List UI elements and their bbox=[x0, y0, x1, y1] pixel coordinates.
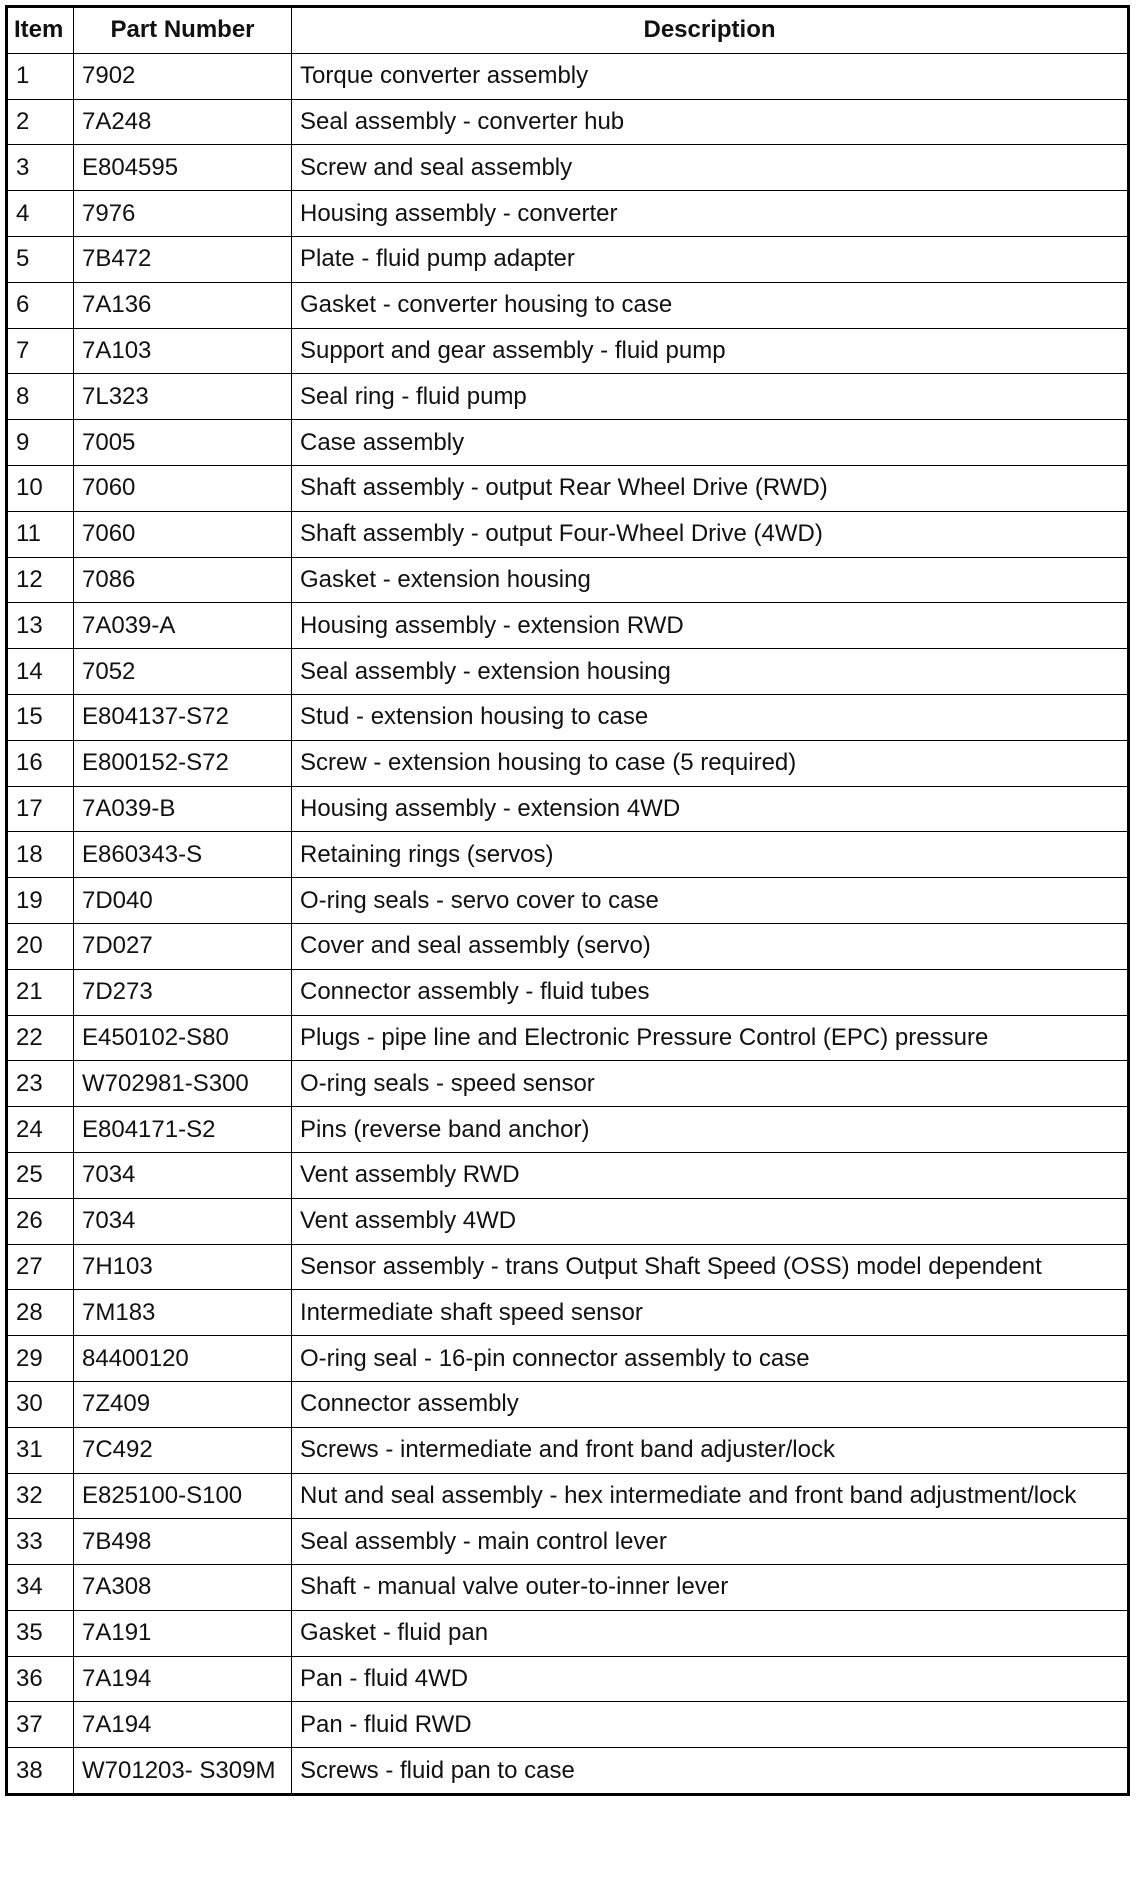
cell-part-number: 84400120 bbox=[74, 1336, 292, 1382]
cell-description: Support and gear assembly - fluid pump bbox=[292, 328, 1129, 374]
cell-description: Plate - fluid pump adapter bbox=[292, 236, 1129, 282]
cell-part-number: 7D040 bbox=[74, 878, 292, 924]
cell-description: Seal assembly - main control lever bbox=[292, 1519, 1129, 1565]
table-row bbox=[7, 740, 1129, 786]
cell-item: 9 bbox=[7, 420, 74, 466]
cell-description: Seal assembly - converter hub bbox=[292, 99, 1129, 145]
cell-item: 6 bbox=[7, 282, 74, 328]
header-part-number: Part Number bbox=[74, 7, 292, 54]
cell-part-number: 7B498 bbox=[74, 1519, 292, 1565]
cell-description: Pins (reverse band anchor) bbox=[292, 1107, 1129, 1153]
cell-part-number: W702981-S300 bbox=[74, 1061, 292, 1107]
cell-item: 22 bbox=[7, 1015, 74, 1061]
cell-item: 33 bbox=[7, 1519, 74, 1565]
cell-item: 27 bbox=[7, 1244, 74, 1290]
cell-description: Housing assembly - extension 4WD bbox=[292, 786, 1129, 832]
cell-item: 23 bbox=[7, 1061, 74, 1107]
table-row bbox=[7, 603, 1129, 649]
cell-item: 36 bbox=[7, 1656, 74, 1702]
cell-description: Shaft assembly - output Four-Wheel Drive (4WD) bbox=[292, 511, 1129, 557]
cell-part-number: 7A194 bbox=[74, 1656, 292, 1702]
table-row bbox=[7, 649, 1129, 695]
table-row bbox=[7, 878, 1129, 924]
table-row bbox=[7, 1610, 1129, 1656]
cell-description: Pan - fluid 4WD bbox=[292, 1656, 1129, 1702]
cell-item: 34 bbox=[7, 1565, 74, 1611]
cell-item: 19 bbox=[7, 878, 74, 924]
table-row bbox=[7, 694, 1129, 740]
cell-item: 24 bbox=[7, 1107, 74, 1153]
cell-item: 13 bbox=[7, 603, 74, 649]
table-row bbox=[7, 465, 1129, 511]
cell-part-number: 7Z409 bbox=[74, 1381, 292, 1427]
cell-description: Sensor assembly - trans Output Shaft Speed (OSS) model dependent bbox=[292, 1244, 1129, 1290]
cell-part-number: 7A248 bbox=[74, 99, 292, 145]
cell-item: 29 bbox=[7, 1336, 74, 1382]
cell-description: Connector assembly bbox=[292, 1381, 1129, 1427]
cell-part-number: 7034 bbox=[74, 1152, 292, 1198]
table-row bbox=[7, 1152, 1129, 1198]
table-body bbox=[7, 53, 1129, 1794]
cell-item: 28 bbox=[7, 1290, 74, 1336]
parts-table bbox=[5, 5, 1130, 1796]
table-row bbox=[7, 557, 1129, 603]
cell-description: Stud - extension housing to case bbox=[292, 694, 1129, 740]
cell-part-number: 7D027 bbox=[74, 923, 292, 969]
cell-description: Case assembly bbox=[292, 420, 1129, 466]
cell-description: Retaining rings (servos) bbox=[292, 832, 1129, 878]
cell-description: Seal assembly - extension housing bbox=[292, 649, 1129, 695]
cell-part-number: 7060 bbox=[74, 511, 292, 557]
cell-item: 18 bbox=[7, 832, 74, 878]
cell-item: 31 bbox=[7, 1427, 74, 1473]
table-row bbox=[7, 1519, 1129, 1565]
table-row bbox=[7, 1244, 1129, 1290]
cell-part-number: 7C492 bbox=[74, 1427, 292, 1473]
cell-description: O-ring seals - servo cover to case bbox=[292, 878, 1129, 924]
cell-part-number: 7A039-A bbox=[74, 603, 292, 649]
table-row bbox=[7, 282, 1129, 328]
cell-description: Gasket - extension housing bbox=[292, 557, 1129, 603]
cell-part-number: 7902 bbox=[74, 53, 292, 99]
cell-item: 5 bbox=[7, 236, 74, 282]
table-header-row bbox=[7, 7, 1129, 54]
cell-description: Shaft - manual valve outer-to-inner lever bbox=[292, 1565, 1129, 1611]
cell-part-number: 7A136 bbox=[74, 282, 292, 328]
cell-item: 11 bbox=[7, 511, 74, 557]
cell-part-number: 7A103 bbox=[74, 328, 292, 374]
cell-item: 2 bbox=[7, 99, 74, 145]
cell-description: Screws - intermediate and front band adjuster/lock bbox=[292, 1427, 1129, 1473]
cell-description: O-ring seal - 16-pin connector assembly to case bbox=[292, 1336, 1129, 1382]
cell-description: Screw - extension housing to case (5 required) bbox=[292, 740, 1129, 786]
cell-part-number: E804171-S2 bbox=[74, 1107, 292, 1153]
cell-description: Vent assembly RWD bbox=[292, 1152, 1129, 1198]
cell-description: Shaft assembly - output Rear Wheel Drive (RWD) bbox=[292, 465, 1129, 511]
cell-item: 15 bbox=[7, 694, 74, 740]
cell-description: Plugs - pipe line and Electronic Pressure Control (EPC) pressure bbox=[292, 1015, 1129, 1061]
cell-part-number: 7D273 bbox=[74, 969, 292, 1015]
cell-part-number: 7086 bbox=[74, 557, 292, 603]
cell-item: 37 bbox=[7, 1702, 74, 1748]
table-row bbox=[7, 969, 1129, 1015]
table-row bbox=[7, 1427, 1129, 1473]
cell-part-number: E860343-S bbox=[74, 832, 292, 878]
cell-part-number: 7976 bbox=[74, 191, 292, 237]
cell-description: Gasket - fluid pan bbox=[292, 1610, 1129, 1656]
cell-part-number: 7A194 bbox=[74, 1702, 292, 1748]
cell-description: Screw and seal assembly bbox=[292, 145, 1129, 191]
table-row bbox=[7, 99, 1129, 145]
cell-item: 26 bbox=[7, 1198, 74, 1244]
table-row bbox=[7, 1061, 1129, 1107]
cell-item: 3 bbox=[7, 145, 74, 191]
table-row bbox=[7, 420, 1129, 466]
cell-part-number: 7A039-B bbox=[74, 786, 292, 832]
cell-item: 21 bbox=[7, 969, 74, 1015]
header-description: Description bbox=[292, 7, 1129, 54]
table-row bbox=[7, 832, 1129, 878]
table-row bbox=[7, 1381, 1129, 1427]
cell-item: 30 bbox=[7, 1381, 74, 1427]
cell-part-number: 7005 bbox=[74, 420, 292, 466]
cell-description: Nut and seal assembly - hex intermediate and front band adjustment/lock bbox=[292, 1473, 1129, 1519]
table-row bbox=[7, 1107, 1129, 1153]
cell-part-number: 7A191 bbox=[74, 1610, 292, 1656]
table-row bbox=[7, 923, 1129, 969]
table-row bbox=[7, 53, 1129, 99]
cell-description: Cover and seal assembly (servo) bbox=[292, 923, 1129, 969]
table-row bbox=[7, 1198, 1129, 1244]
cell-description: O-ring seals - speed sensor bbox=[292, 1061, 1129, 1107]
table-row bbox=[7, 1290, 1129, 1336]
table-row bbox=[7, 1565, 1129, 1611]
table-row bbox=[7, 786, 1129, 832]
table-row bbox=[7, 145, 1129, 191]
table-row bbox=[7, 1473, 1129, 1519]
table-row bbox=[7, 236, 1129, 282]
cell-part-number: 7A308 bbox=[74, 1565, 292, 1611]
cell-part-number: 7M183 bbox=[74, 1290, 292, 1336]
cell-part-number: E450102-S80 bbox=[74, 1015, 292, 1061]
cell-item: 20 bbox=[7, 923, 74, 969]
cell-description: Intermediate shaft speed sensor bbox=[292, 1290, 1129, 1336]
cell-item: 35 bbox=[7, 1610, 74, 1656]
table-row bbox=[7, 191, 1129, 237]
cell-item: 17 bbox=[7, 786, 74, 832]
table-row bbox=[7, 1336, 1129, 1382]
table-row bbox=[7, 1748, 1129, 1795]
cell-part-number: 7H103 bbox=[74, 1244, 292, 1290]
cell-item: 7 bbox=[7, 328, 74, 374]
cell-description: Torque converter assembly bbox=[292, 53, 1129, 99]
header-item: Item bbox=[7, 7, 74, 54]
cell-item: 32 bbox=[7, 1473, 74, 1519]
cell-item: 25 bbox=[7, 1152, 74, 1198]
cell-part-number: E804137-S72 bbox=[74, 694, 292, 740]
cell-part-number: 7052 bbox=[74, 649, 292, 695]
cell-part-number: 7060 bbox=[74, 465, 292, 511]
cell-part-number: 7034 bbox=[74, 1198, 292, 1244]
cell-description: Vent assembly 4WD bbox=[292, 1198, 1129, 1244]
cell-item: 12 bbox=[7, 557, 74, 603]
table-row bbox=[7, 1656, 1129, 1702]
table-row bbox=[7, 1015, 1129, 1061]
cell-part-number: E825100-S100 bbox=[74, 1473, 292, 1519]
cell-part-number: W701203- S309M bbox=[74, 1748, 292, 1795]
cell-part-number: E800152-S72 bbox=[74, 740, 292, 786]
table-row bbox=[7, 374, 1129, 420]
cell-description: Gasket - converter housing to case bbox=[292, 282, 1129, 328]
cell-part-number: E804595 bbox=[74, 145, 292, 191]
cell-description: Connector assembly - fluid tubes bbox=[292, 969, 1129, 1015]
table-row bbox=[7, 511, 1129, 557]
table-row bbox=[7, 328, 1129, 374]
cell-description: Housing assembly - extension RWD bbox=[292, 603, 1129, 649]
cell-description: Screws - fluid pan to case bbox=[292, 1748, 1129, 1795]
cell-item: 1 bbox=[7, 53, 74, 99]
table-row bbox=[7, 1702, 1129, 1748]
cell-item: 38 bbox=[7, 1748, 74, 1795]
cell-part-number: 7L323 bbox=[74, 374, 292, 420]
cell-description: Housing assembly - converter bbox=[292, 191, 1129, 237]
cell-item: 8 bbox=[7, 374, 74, 420]
cell-part-number: 7B472 bbox=[74, 236, 292, 282]
cell-item: 14 bbox=[7, 649, 74, 695]
cell-item: 16 bbox=[7, 740, 74, 786]
cell-description: Seal ring - fluid pump bbox=[292, 374, 1129, 420]
cell-item: 4 bbox=[7, 191, 74, 237]
cell-item: 10 bbox=[7, 465, 74, 511]
cell-description: Pan - fluid RWD bbox=[292, 1702, 1129, 1748]
